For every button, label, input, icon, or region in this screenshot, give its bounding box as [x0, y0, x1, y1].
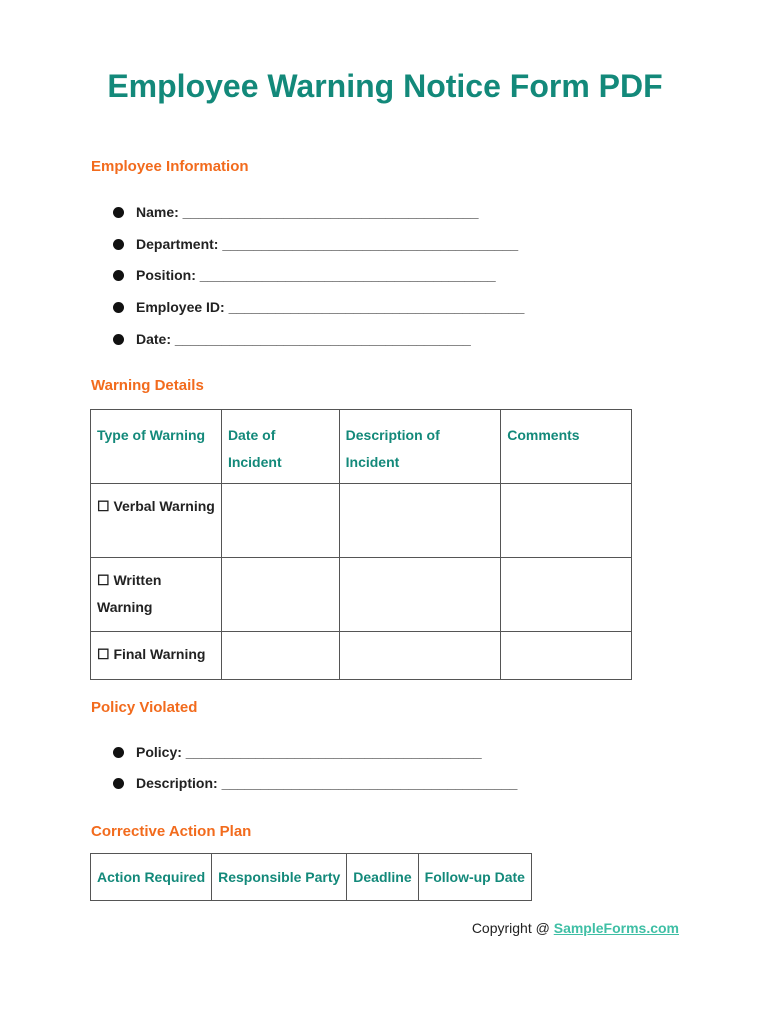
- field-policy[interactable]: Policy: ______________________________________: [113, 744, 517, 760]
- header-date-of-incident: Date of Incident: [221, 410, 339, 484]
- warning-type-written[interactable]: ☐ Written Warning: [91, 558, 222, 632]
- policy-fields-list: [113, 744, 517, 791]
- section-employee-information: Employee Information: [91, 158, 249, 175]
- cell-description[interactable]: [339, 632, 501, 680]
- cell-comments[interactable]: [501, 484, 632, 558]
- header-action-required: Action Required: [91, 854, 212, 901]
- section-policy-violated: Policy Violated: [91, 699, 198, 716]
- cell-comments[interactable]: [501, 632, 632, 680]
- table-row: [91, 484, 632, 558]
- field-employee-id[interactable]: Employee ID: ______________________________________: [113, 299, 524, 315]
- sampleforms-link[interactable]: SampleForms.com: [553, 920, 679, 936]
- bullet-icon: [113, 334, 124, 345]
- section-warning-details: Warning Details: [91, 377, 204, 394]
- warning-type-final[interactable]: ☐ Final Warning: [91, 632, 222, 680]
- table-row: [91, 632, 632, 680]
- table-row: [91, 558, 632, 632]
- header-responsible-party: Responsible Party: [212, 854, 347, 901]
- header-type-of-warning: Type of Warning: [91, 410, 222, 484]
- field-position[interactable]: Position: ______________________________________: [113, 267, 524, 283]
- corrective-action-table: [90, 853, 532, 901]
- page-title: Employee Warning Notice Form PDF: [107, 68, 663, 104]
- cell-comments[interactable]: [501, 558, 632, 632]
- copyright: [472, 920, 679, 936]
- field-date[interactable]: Date: ______________________________________: [113, 331, 524, 347]
- table-header-row: [91, 854, 532, 901]
- table-header-row: [91, 410, 632, 484]
- field-name[interactable]: Name: ______________________________________: [113, 204, 524, 220]
- cell-date[interactable]: [221, 632, 339, 680]
- warning-details-table: [90, 409, 632, 680]
- cell-description[interactable]: [339, 484, 501, 558]
- header-comments: Comments: [501, 410, 632, 484]
- header-follow-up-date: Follow-up Date: [418, 854, 531, 901]
- header-deadline: Deadline: [347, 854, 418, 901]
- cell-date[interactable]: [221, 558, 339, 632]
- header-description-of-incident: Description of Incident: [339, 410, 501, 484]
- copyright-text: Copyright @: [471, 920, 554, 936]
- warning-type-verbal[interactable]: ☐ Verbal Warning: [91, 484, 222, 558]
- bullet-icon: [113, 747, 124, 758]
- employee-fields-list: [113, 204, 524, 347]
- field-department[interactable]: Department: ______________________________________: [113, 236, 524, 252]
- cell-description[interactable]: [339, 558, 501, 632]
- cell-date[interactable]: [221, 484, 339, 558]
- bullet-icon: [113, 302, 124, 313]
- field-description[interactable]: Description: ______________________________________: [113, 775, 517, 791]
- bullet-icon: [113, 207, 124, 218]
- section-corrective-action-plan: Corrective Action Plan: [91, 823, 252, 840]
- bullet-icon: [113, 270, 124, 281]
- bullet-icon: [113, 778, 124, 789]
- bullet-icon: [113, 239, 124, 250]
